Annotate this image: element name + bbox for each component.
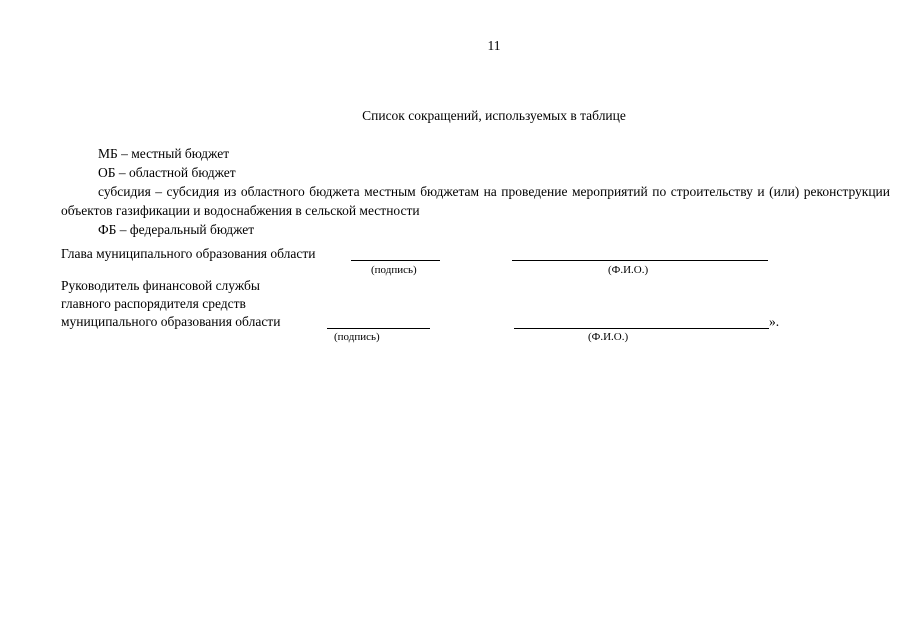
abbreviation-ob: ОБ – областной бюджет: [98, 165, 236, 180]
head-signature-line: [351, 260, 440, 261]
page-number: 11: [487, 38, 501, 53]
finance-label-line2: главного распорядителя средств: [61, 296, 246, 311]
finance-label-line3: муниципального образования области: [61, 314, 281, 329]
finance-name-line: [514, 328, 769, 329]
head-name-caption: (Ф.И.О.): [608, 264, 649, 276]
finance-closing-quote: ».: [769, 314, 780, 329]
finance-signature-line: [327, 328, 430, 329]
abbreviation-subsidy: субсидия – субсидия из областного бюджета местным бюджетам на проведение мероприятий по строительству и (или) реконструкции объектов газификации и водоснабжения в сельской местности: [61, 184, 890, 218]
finance-signature-caption: (подпись): [334, 331, 380, 343]
abbreviation-list: [61, 144, 890, 239]
abbreviation-fb: ФБ – федеральный бюджет: [98, 222, 255, 237]
head-name-line: [512, 260, 768, 261]
document-title: Список сокращений, используемых в таблице: [362, 108, 626, 123]
head-signature-label: Глава муниципального образования области: [61, 246, 316, 261]
head-signature-caption: (подпись): [371, 264, 417, 276]
abbreviation-mb: МБ – местный бюджет: [98, 146, 230, 161]
finance-name-caption: (Ф.И.О.): [588, 331, 629, 343]
finance-label-line1: Руководитель финансовой службы: [61, 278, 260, 293]
